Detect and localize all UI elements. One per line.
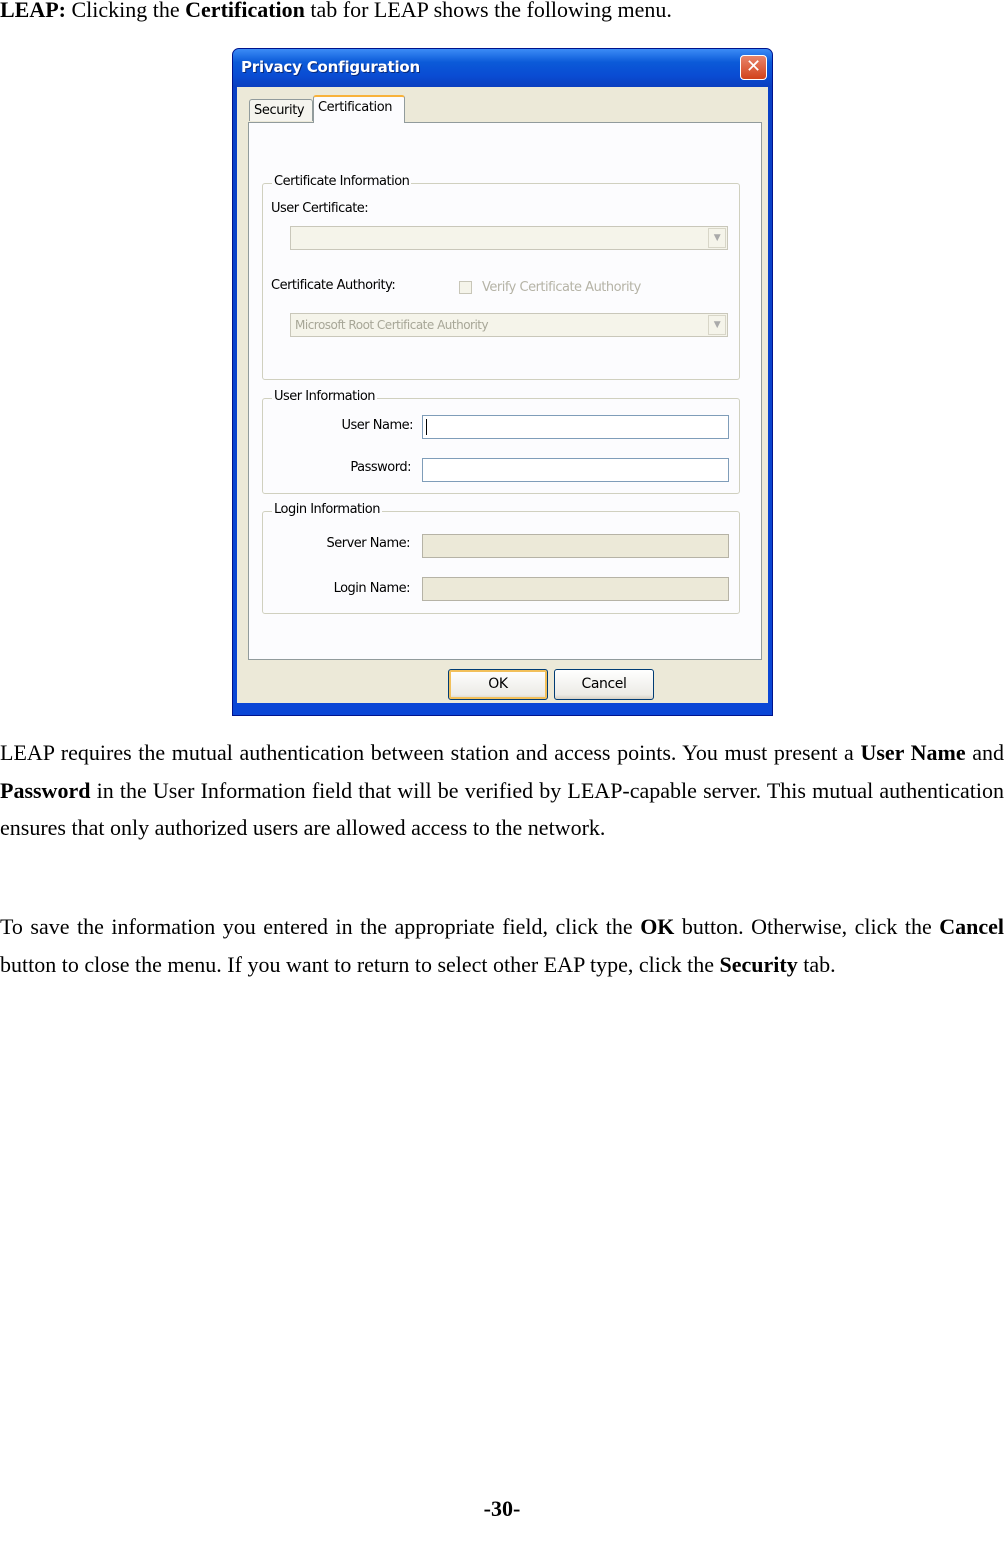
para2-bold-security: Security <box>719 951 798 977</box>
certificate-information-group <box>262 174 740 380</box>
text-cursor <box>426 419 427 435</box>
login-name-label: Login Name: <box>333 581 410 596</box>
close-icon: ✕ <box>745 56 762 77</box>
para1-bold-password: Password <box>0 777 91 803</box>
para1-text-3: in the User Information field that will be verified by LEAP-capable server. This mutual authentication ensures that only authorized users are allowed access to the network. <box>0 777 1004 840</box>
page-number: -30- <box>483 1496 521 1521</box>
intro-label: LEAP: <box>0 0 66 22</box>
close-button[interactable] <box>740 55 767 80</box>
login-information-group <box>262 502 740 614</box>
user-information-legend: User Information <box>274 389 376 404</box>
intro-text-before: Clicking the <box>66 0 186 22</box>
chevron-down-icon[interactable]: ▼ <box>708 228 726 248</box>
para2-text-3: button to close the menu. If you want to return to select other EAP type, click the <box>0 951 720 977</box>
para2-bold-ok: OK <box>640 914 675 939</box>
user-name-input[interactable] <box>422 415 729 439</box>
user-certificate-label: User Certificate: <box>271 201 369 216</box>
para1-text-1: LEAP requires the mutual authentication between station and access points. You must present a <box>0 740 861 765</box>
para2-text-4: tab. <box>797 951 836 977</box>
paragraph-leap-authentication <box>0 734 1004 847</box>
user-information-group <box>262 389 740 494</box>
para2-text-2: button. Otherwise, click the <box>674 914 940 939</box>
server-name-label: Server Name: <box>326 536 410 551</box>
para2-text-1: To save the information you entered in the appropriate field, click the <box>0 914 641 939</box>
dialog-client-area <box>237 87 768 703</box>
intro-line <box>0 0 1004 24</box>
certification-tab-panel <box>248 122 762 660</box>
chevron-down-icon[interactable]: ▼ <box>708 315 726 335</box>
paragraph-save-instructions <box>0 908 1004 983</box>
certificate-authority-value: Microsoft Root Certificate Authority <box>295 318 489 332</box>
dialog-title: Privacy Configuration <box>241 58 421 76</box>
certificate-authority-label: Certificate Authority: <box>271 278 396 293</box>
certificate-authority-select[interactable] <box>290 313 728 337</box>
ok-button[interactable]: OK <box>448 669 548 700</box>
para1-text-2: and <box>965 740 1004 765</box>
verify-certificate-authority-label: Verify Certificate Authority <box>482 280 641 295</box>
tab-certification[interactable]: Certification <box>313 95 405 123</box>
certificate-information-legend: Certificate Information <box>274 174 410 189</box>
password-input[interactable] <box>422 458 729 482</box>
para1-bold-user-name: User Name <box>860 740 966 765</box>
password-label: Password: <box>350 460 411 475</box>
tab-security[interactable]: Security <box>249 99 313 121</box>
cancel-button[interactable]: Cancel <box>554 669 654 700</box>
login-name-input[interactable] <box>422 577 729 601</box>
para2-bold-cancel: Cancel <box>939 914 1004 939</box>
privacy-configuration-dialog <box>232 48 773 716</box>
user-certificate-select[interactable] <box>290 226 728 250</box>
intro-tab-name: Certification <box>185 0 305 22</box>
login-information-legend: Login Information <box>274 502 380 517</box>
intro-text-after: tab for LEAP shows the following menu. <box>304 0 672 22</box>
verify-certificate-authority-checkbox[interactable] <box>459 281 472 294</box>
server-name-input[interactable] <box>422 534 729 558</box>
user-name-label: User Name: <box>341 418 413 433</box>
title-bar[interactable] <box>233 49 772 87</box>
